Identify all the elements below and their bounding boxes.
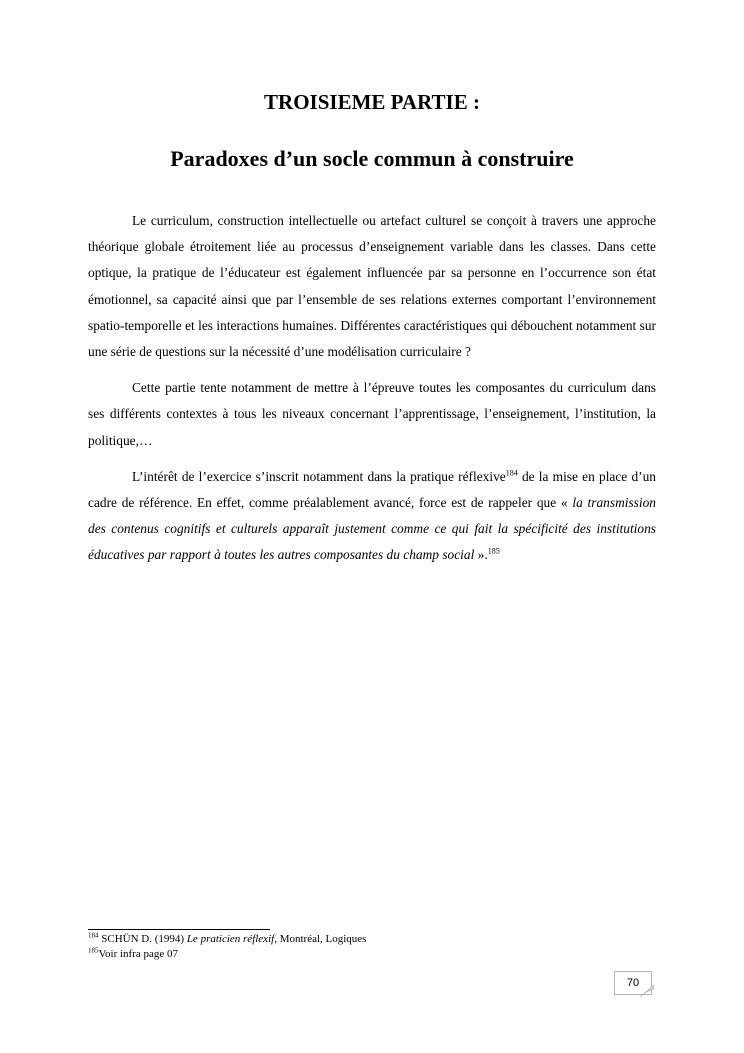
quotation-text: la transmission des contenus cognitifs et culturels apparaît justement comme ce qui fait la spécificité des institutions éducatives par rapport à toutes les autres composantes du champ social (88, 495, 656, 563)
paragraph-1: Le curriculum, construction intellectuelle ou artefact culturel se conçoit à travers une approche théorique globale étroitement liée au processus d’enseignement variable dans les classes. Dans cette optique, la pratique de l’éducateur est également influencée par sa personne en l’occurrence son état émotionnel, sa capacité ainsi que par l’ensemble de ses relations externes comportant l’environnement spatio-temporelle et les interactions humaines. Différentes caractéristiques qui débouchent notamment sur une série de questions sur la nécessité d’une modélisation curriculaire ? (88, 213, 656, 360)
page-curl-icon (640, 985, 654, 997)
footnote-text: Voir infra page 07 (98, 948, 179, 960)
footnote-text: SCHÜN D. (1994) (98, 933, 187, 945)
footnote-separator (88, 929, 270, 930)
paragraph-3-text-start: L’intérêt de l’exercice s’inscrit notamment dans la pratique réflexive (132, 468, 506, 484)
chapter-subtitle: Paradoxes d’un socle commun à construire (170, 146, 574, 171)
footnote-ref-184[interactable]: 184 (505, 468, 518, 478)
footnote-book-title: Le praticien réflexif (186, 933, 275, 945)
footnote-185 (88, 947, 656, 962)
paragraph-3 (88, 464, 656, 569)
paragraph-3-text-middle: de la mise en place d’un cadre de référence. En effet, comme préalablement avancé, force est de rappeler que (88, 468, 656, 511)
footnote-ref-185[interactable]: 185 (487, 546, 500, 556)
paragraph-2: Cette partie tente notamment de mettre à l’épreuve toutes les composantes du curriculum dans ses différents contextes à tous les niveaux concernant l’apprentissage, l’enseignement, l’institution, la politique,… (88, 380, 656, 448)
quote-close-mark: ». (474, 547, 488, 563)
body-text (88, 208, 656, 579)
footnotes (88, 932, 656, 962)
footnote-number: 184 (88, 931, 99, 940)
page-number: 70 (614, 971, 652, 995)
footnote-184 (88, 932, 656, 947)
quote-open-mark: « (560, 495, 573, 511)
footnote-number: 185 (88, 946, 99, 955)
part-title: TROISIEME PARTIE : (264, 90, 480, 114)
footnote-text: , Montréal, Logiques (274, 933, 367, 945)
